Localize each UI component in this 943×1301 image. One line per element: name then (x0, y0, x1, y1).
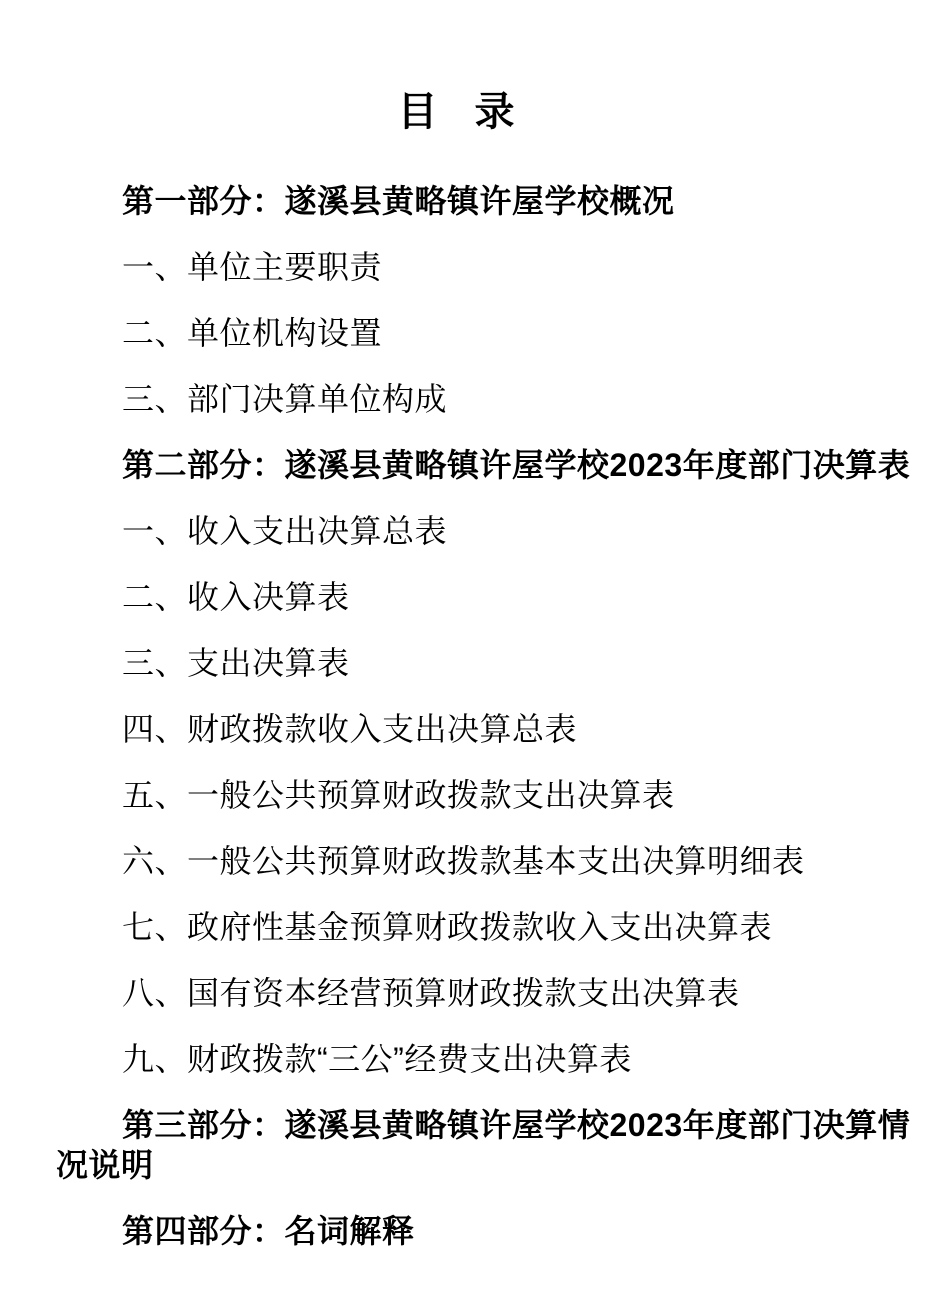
toc-part1-heading: 第一部分：遂溪县黄略镇许屋学校概况 (122, 183, 675, 219)
toc-part1-item-2: 二、单位机构设置 (122, 315, 383, 351)
toc-part2-item-7: 七、政府性基金预算财政拨款收入支出决算表 (122, 909, 773, 945)
toc-part2-item-8: 八、国有资本经营预算财政拨款支出决算表 (122, 975, 740, 1011)
toc-part2-item-5: 五、一般公共预算财政拨款支出决算表 (122, 777, 675, 813)
toc-part2-heading: 第二部分：遂溪县黄略镇许屋学校2023年度部门决算表 (122, 447, 911, 483)
toc-part4-heading: 第四部分：名词解释 (122, 1213, 415, 1249)
toc-part1-item-3: 三、部门决算单位构成 (122, 381, 448, 417)
toc-part3-heading: 第三部分：遂溪县黄略镇许屋学校2023年度部门决算情况说明 (56, 1107, 911, 1183)
toc-part2-item-6: 六、一般公共预算财政拨款基本支出决算明细表 (122, 843, 805, 879)
toc-part2-item-9: 九、财政拨款“三公”经费支出决算表 (122, 1041, 632, 1077)
toc-part2-item-4: 四、财政拨款收入支出决算总表 (122, 711, 578, 747)
toc-part1-item-1: 一、单位主要职责 (122, 249, 383, 285)
toc-part2-item-3: 三、支出决算表 (122, 645, 350, 681)
toc-part2-item-2: 二、收入决算表 (122, 579, 350, 615)
toc-part2-item-1: 一、收入支出决算总表 (122, 513, 448, 549)
toc-title: 目 录 (397, 90, 515, 134)
